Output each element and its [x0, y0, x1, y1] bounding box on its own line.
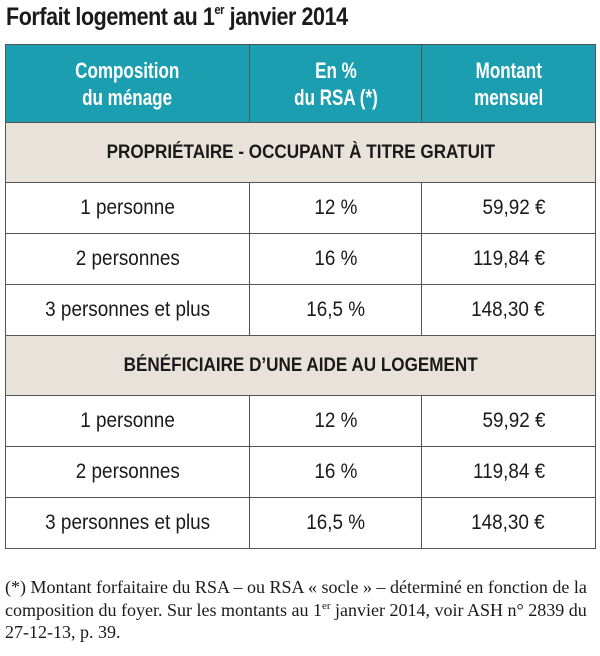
section-title: BÉNÉFICIAIRE D’UNE AIDE AU LOGEMENT [6, 336, 596, 396]
footnote-text-2: janvier 2014, voir ASH n° 2839 du 27-12-13, p. 39. [5, 599, 587, 642]
cell-percent: 16,5 % [250, 285, 422, 336]
footnote-superscript: er [321, 599, 331, 612]
housing-allowance-table [5, 44, 596, 549]
header-percent: En % du RSA (*) [250, 45, 422, 123]
table-header-row [6, 45, 596, 123]
cell-percent: 12 % [250, 396, 422, 447]
header-composition: Composition du ménage [6, 45, 250, 123]
cell-amount: 59,92 € [422, 183, 596, 234]
cell-percent: 16,5 % [250, 498, 422, 549]
cell-amount: 119,84 € [422, 234, 596, 285]
footnote-text-1: (*) Montant forfaitaire du RSA – ou RSA « socle » – déterminé en fonction de la composition du foyer. Sur les montants au 1 [5, 577, 587, 620]
cell-composition: 1 personne [6, 183, 250, 234]
cell-amount: 59,92 € [422, 396, 596, 447]
section-row-beneficiary [6, 336, 596, 396]
table-row [6, 285, 596, 336]
cell-composition: 2 personnes [6, 447, 250, 498]
cell-percent: 12 % [250, 183, 422, 234]
table-row [6, 447, 596, 498]
cell-composition: 2 personnes [6, 234, 250, 285]
title-suffix: janvier 2014 [224, 3, 348, 31]
table-row [6, 498, 596, 549]
cell-composition: 3 personnes et plus [6, 285, 250, 336]
cell-amount: 119,84 € [422, 447, 596, 498]
cell-composition: 3 personnes et plus [6, 498, 250, 549]
cell-amount: 148,30 € [422, 498, 596, 549]
page-title [6, 2, 348, 32]
cell-amount: 148,30 € [422, 285, 596, 336]
header-amount: Montant mensuel [422, 45, 596, 123]
cell-composition: 1 personne [6, 396, 250, 447]
section-title: PROPRIÉTAIRE - OCCUPANT À TITRE GRATUIT [6, 123, 596, 183]
table-row [6, 183, 596, 234]
section-row-owner [6, 123, 596, 183]
cell-percent: 16 % [250, 447, 422, 498]
title-superscript: er [214, 2, 225, 17]
cell-percent: 16 % [250, 234, 422, 285]
table-row [6, 234, 596, 285]
table-row [6, 396, 596, 447]
footnote [5, 576, 595, 644]
title-prefix: Forfait logement au 1 [6, 3, 215, 31]
